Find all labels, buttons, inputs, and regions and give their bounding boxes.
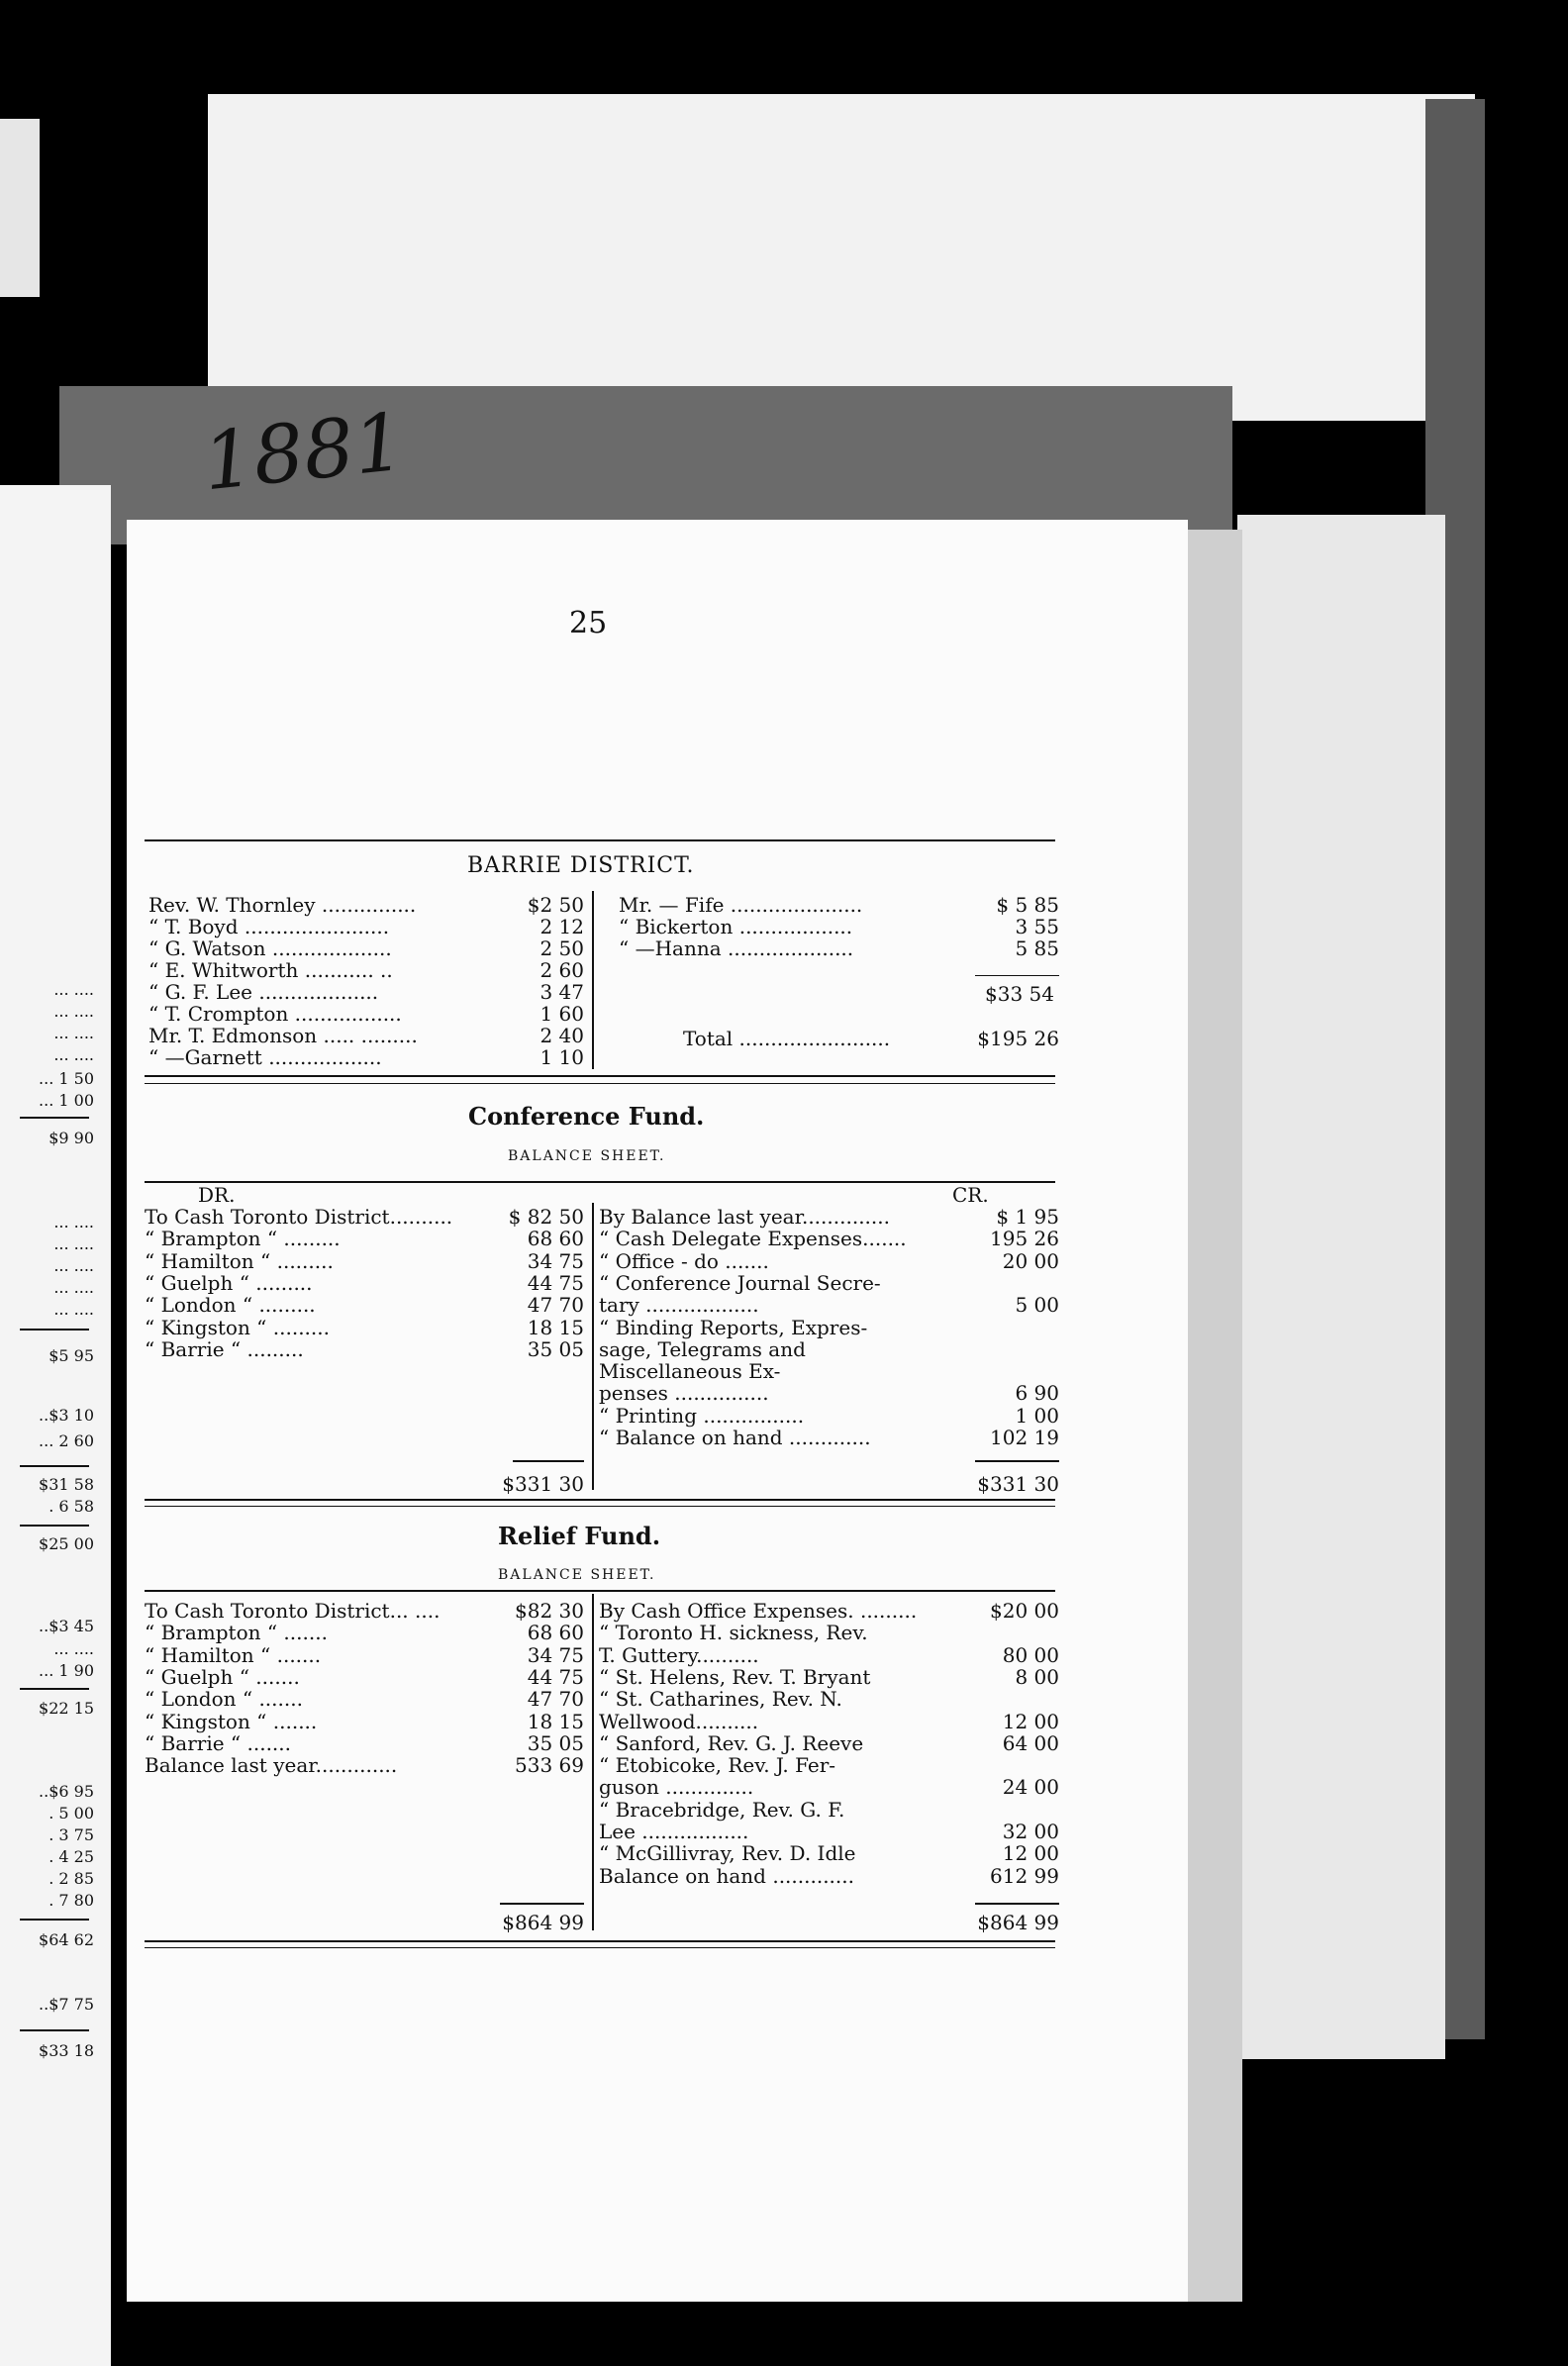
left-page-number: ... .... [53,1213,94,1232]
conference-left-entry-name: “ Guelph “ ......... [145,1270,313,1295]
conference-right-entry-name: “ Balance on hand ............. [599,1426,871,1449]
conference-right-entry-amount: 1 00 [1015,1403,1059,1428]
relief-left-entry-name: “ London “ ....... [145,1687,303,1712]
conference-right-entry-amount: 6 90 [1015,1381,1059,1406]
left-page-number: ..$3 45 [39,1617,94,1635]
relief-left-entry-amount: 533 69 [515,1753,584,1778]
torn-paper-fragment [0,119,40,297]
left-page-number: ... 1 50 [39,1069,94,1088]
section-rule [145,1940,1055,1942]
conference-right-entry-name: tary .................. [599,1293,759,1318]
total-rule [500,1903,584,1905]
left-page-number: ... .... [53,1300,94,1319]
left-page-rule [20,2029,89,2031]
relief-total-left: $864 99 [502,1911,584,1934]
conference-left-entry-amount: 35 05 [527,1336,584,1361]
conference-left-entry-amount: $ 82 50 [508,1205,584,1229]
page-number: 25 [569,606,608,641]
cr-label: CR. [952,1183,989,1207]
left-page-number: $25 00 [39,1534,94,1553]
relief-right-entry-name: “ St. Catharines, Rev. N. [599,1687,842,1712]
handwritten-year: 1881 [198,395,409,509]
relief-left-entry-amount: 68 60 [527,1621,584,1645]
section-rule [145,1590,1055,1592]
relief-left-entry-amount: 35 05 [527,1730,584,1755]
conference-right-entry-name: sage, Telegrams and [599,1336,806,1361]
barrie-right-entry-amount: $ 5 85 [996,893,1059,917]
relief-right-entry-amount: 80 00 [1002,1642,1059,1667]
barrie-right-entry-name: “ Bickerton .................. [619,915,853,938]
relief-title: Relief Fund. [498,1522,661,1550]
left-page-number: ... .... [53,1002,94,1021]
left-page-number: $5 95 [49,1346,94,1365]
barrie-left-entry-amount: 2 50 [539,937,584,960]
page-deckle-edge [1183,530,1242,2302]
conference-left-entry-amount: 34 75 [527,1248,584,1273]
left-page-number: . 4 25 [49,1847,94,1866]
left-page-rule [20,1465,89,1467]
conference-right-entry-amount: $ 1 95 [996,1205,1059,1229]
conference-right-entry-name: “ Office - do ....... [599,1248,769,1273]
left-page-number: $33 18 [39,2041,94,2060]
barrie-left-entry-name: “ T. Boyd ....................... [148,915,390,938]
left-page-number: ... 1 90 [39,1661,94,1680]
section-rule [145,1181,1055,1183]
barrie-total: $195 26 [977,1027,1059,1050]
relief-left-entry-amount: 44 75 [527,1664,584,1689]
section-rule [145,1499,1055,1501]
barrie-left-entry-amount: 2 60 [539,958,584,982]
barrie-left-entry-amount: 2 12 [539,915,584,938]
conference-left-entry-name: “ Hamilton “ ......... [145,1248,334,1273]
left-page-rule [20,1919,89,1921]
subtotal-rule [975,975,1059,976]
left-page-number: ... .... [53,1045,94,1064]
barrie-left-entry-name: “ —Garnett .................. [148,1045,382,1069]
relief-left-entry-name: “ Guelph “ ....... [145,1664,300,1689]
barrie-title: BARRIE DISTRICT. [467,853,695,878]
left-page-number: . 6 58 [49,1497,94,1516]
barrie-left-entry-name: “ G. F. Lee ................... [148,980,379,1004]
left-page-number: $64 62 [39,1930,94,1949]
relief-subtitle: BALANCE SHEET. [498,1567,656,1583]
conference-right-entry-amount: 5 00 [1015,1293,1059,1318]
relief-left-entry-name: To Cash Toronto District... .... [145,1599,441,1623]
section-rule [145,1075,1055,1077]
barrie-left-entry-amount: 1 10 [539,1045,584,1069]
relief-right-entry-name: Lee ................. [599,1820,749,1843]
left-page-number: . 3 75 [49,1825,94,1844]
left-page-number: ... 2 60 [39,1431,94,1450]
conference-total-right: $331 30 [977,1472,1059,1496]
relief-left-entry-name: “ Kingston “ ....... [145,1709,318,1733]
relief-right-entry-name: By Cash Office Expenses. ......... [599,1599,918,1623]
left-page-number: ... .... [53,1234,94,1253]
relief-right-entry-amount: 8 00 [1015,1664,1059,1689]
conference-right-entry-amount: 102 19 [990,1426,1059,1449]
left-page-edge [0,485,111,2366]
barrie-left-entry-amount: 2 40 [539,1024,584,1047]
total-rule [975,1903,1059,1905]
left-page-number: ... 1 00 [39,1091,94,1110]
conference-left-entry-name: “ Kingston “ ......... [145,1315,330,1339]
conference-right-entry-name: By Balance last year.............. [599,1205,890,1229]
left-page-number: ... .... [53,1024,94,1042]
conference-right-entry-amount: 195 26 [990,1227,1059,1251]
dr-label: DR. [198,1183,236,1207]
relief-right-entry-name: Wellwood.......... [599,1709,759,1733]
conference-right-entry-name: Miscellaneous Ex- [599,1359,781,1384]
relief-left-entry-name: “ Hamilton “ ....... [145,1642,322,1667]
left-page-rule [20,1525,89,1527]
left-page-number: . 7 80 [49,1891,94,1910]
section-rule [145,1947,1055,1948]
relief-left-entry-name: “ Brampton “ ....... [145,1621,328,1645]
relief-left-entry-name: “ Barrie “ ....... [145,1730,291,1755]
book-cover-top [208,94,1475,421]
left-page-number: $31 58 [39,1475,94,1494]
conference-left-entry-name: “ Barrie “ ......... [145,1336,304,1361]
column-divider [592,1594,594,1930]
relief-right-entry-name: “ Bracebridge, Rev. G. F. [599,1797,845,1822]
barrie-left-entry-amount: 1 60 [539,1002,584,1026]
barrie-right-entry-amount: 3 55 [1015,915,1059,938]
relief-right-entry-name: “ Sanford, Rev. G. J. Reeve [599,1730,864,1755]
conference-total-left: $331 30 [502,1472,584,1496]
left-page-number: ... .... [53,1256,94,1275]
relief-left-entry-amount: 34 75 [527,1642,584,1667]
conference-right-entry-name: “ Printing ................ [599,1403,805,1428]
conference-right-entry-name: “ Conference Journal Secre- [599,1270,881,1295]
relief-left-entry-amount: 47 70 [527,1687,584,1712]
relief-right-entry-amount: $20 00 [990,1599,1059,1623]
section-rule [145,1506,1055,1507]
conference-left-entry-amount: 68 60 [527,1227,584,1251]
relief-right-entry-name: “ Etobicoke, Rev. J. Fer- [599,1753,836,1778]
barrie-left-entry-name: Rev. W. Thornley ............... [148,893,417,917]
left-page-number: ... .... [53,980,94,999]
barrie-right-entry-name: “ —Hanna .................... [619,937,854,960]
conference-right-entry-amount: 20 00 [1002,1248,1059,1273]
relief-right-entry-name: “ Toronto H. sickness, Rev. [599,1621,868,1645]
conference-left-entry-amount: 44 75 [527,1270,584,1295]
barrie-left-entry-name: “ E. Whitworth ........... .. [148,958,393,982]
conference-title: Conference Fund. [468,1102,705,1131]
barrie-left-entry-amount: 3 47 [539,980,584,1004]
conference-right-entry-name: “ Cash Delegate Expenses....... [599,1227,907,1251]
book-cover-strip [1237,515,1445,2059]
barrie-left-entry-name: “ T. Crompton ................. [148,1002,402,1026]
barrie-right-entry-amount: 5 85 [1015,937,1059,960]
relief-right-entry-name: T. Guttery.......... [599,1642,759,1667]
conference-left-entry-name: To Cash Toronto District.......... [145,1205,453,1229]
barrie-left-entry-amount: $2 50 [527,893,584,917]
relief-right-entry-name: guson .............. [599,1775,754,1800]
relief-right-entry-amount: 12 00 [1002,1841,1059,1866]
barrie-subtotal: $33 54 [985,982,1054,1006]
relief-right-entry-amount: 24 00 [1002,1775,1059,1800]
relief-left-entry-amount: 18 15 [527,1709,584,1733]
barrie-right-entry-name: Mr. — Fife ..................... [619,893,863,917]
total-rule [513,1460,584,1462]
left-page-number: ..$3 10 [39,1406,94,1425]
conference-left-entry-amount: 47 70 [527,1293,584,1318]
relief-right-entry-amount: 32 00 [1002,1820,1059,1843]
relief-left-entry-name: Balance last year............. [145,1753,398,1778]
left-page-number: $9 90 [49,1129,94,1147]
conference-left-entry-amount: 18 15 [527,1315,584,1339]
conference-right-entry-name: penses ............... [599,1381,769,1406]
left-page-rule [20,1688,89,1690]
left-page-number: . 5 00 [49,1804,94,1823]
left-page-rule [20,1329,89,1331]
column-divider [592,891,594,1069]
left-page-number: ..$7 75 [39,1995,94,2014]
conference-left-entry-name: “ Brampton “ ......... [145,1227,341,1251]
conference-right-entry-name: “ Binding Reports, Expres- [599,1315,868,1339]
relief-right-entry-name: “ McGillivray, Rev. D. Idle [599,1841,856,1866]
relief-left-entry-amount: $82 30 [515,1599,584,1623]
left-page-number: ..$6 95 [39,1782,94,1801]
relief-right-entry-amount: 612 99 [990,1863,1059,1888]
left-page-number: . 2 85 [49,1869,94,1888]
barrie-total-label: Total ........................ [683,1027,891,1050]
relief-right-entry-name: Balance on hand ............. [599,1863,854,1888]
column-divider [592,1203,594,1490]
relief-right-entry-name: “ St. Helens, Rev. T. Bryant [599,1664,871,1689]
relief-right-entry-amount: 12 00 [1002,1709,1059,1733]
relief-total-right: $864 99 [977,1911,1059,1934]
conference-subtitle: BALANCE SHEET. [508,1148,666,1164]
relief-right-entry-amount: 64 00 [1002,1730,1059,1755]
conference-left-entry-name: “ London “ ......... [145,1293,316,1318]
left-page-number: ... .... [53,1278,94,1297]
section-rule [145,1083,1055,1084]
total-rule [975,1460,1059,1462]
left-page-number: $22 15 [39,1699,94,1718]
section-rule [145,839,1055,841]
left-page-rule [20,1117,89,1119]
barrie-left-entry-name: “ G. Watson ................... [148,937,392,960]
left-page-number: ... .... [53,1639,94,1658]
barrie-left-entry-name: Mr. T. Edmonson ..... ......... [148,1024,418,1047]
